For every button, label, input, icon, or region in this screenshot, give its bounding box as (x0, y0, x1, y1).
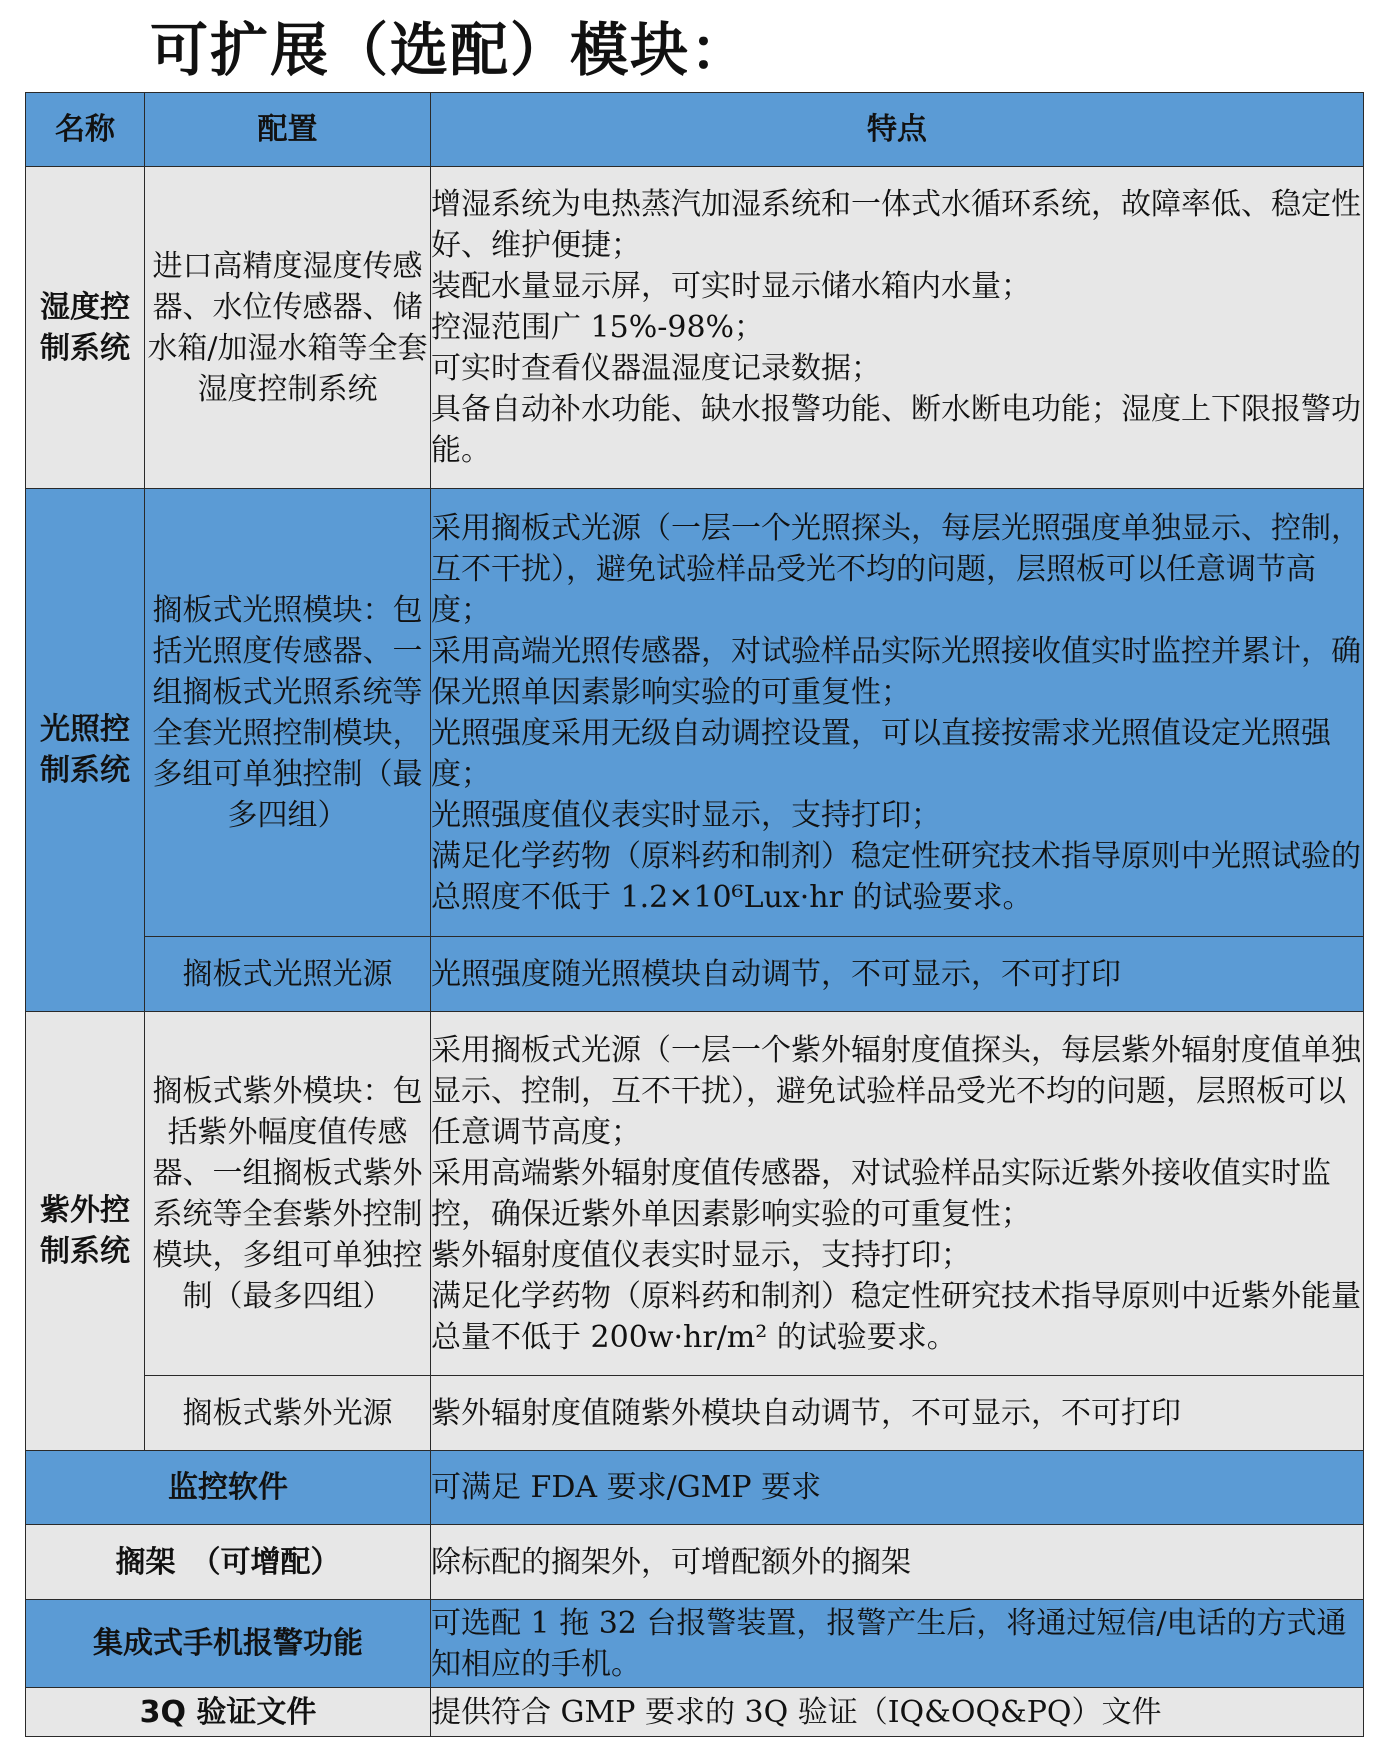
table-row-alarm (26, 1600, 1364, 1688)
light-module-features (431, 489, 1364, 937)
software-name: 监控软件 (26, 1451, 431, 1525)
table-row-light-source (26, 937, 1364, 1012)
feature-line: 满足化学药物（原料药和制剂）稳定性研究技术指导原则中光照试验的总照度不低于 1.2×10⁶Lux·hr 的试验要求。 (431, 838, 1361, 915)
table-row-software (26, 1451, 1364, 1525)
software-features: 可满足 FDA 要求/GMP 要求 (431, 1451, 1364, 1525)
feature-line: 采用高端光照传感器，对试验样品实际光照接收值实时监控并累计，确保光照单因素影响实验的可重复性； (431, 633, 1361, 710)
feature-line: 采用搁板式光源（一层一个光照探头，每层光照强度单独显示、控制，互不干扰），避免试验样品受光不均的问题，层照板可以任意调节高度； (431, 510, 1361, 628)
light-source-features: 光照强度随光照模块自动调节，不可显示，不可打印 (431, 937, 1364, 1012)
light-module-config: 搁板式光照模块：包括光照度传感器、一组搁板式光照系统等全套光照控制模块，多组可单独控制（最多四组） (145, 489, 431, 937)
feature-line: 可实时查看仪器温湿度记录数据； (431, 351, 881, 386)
table-row-validation (26, 1688, 1364, 1737)
uv-module-features (431, 1012, 1364, 1376)
validation-features: 提供符合 GMP 要求的 3Q 验证（IQ&OQ&PQ）文件 (431, 1688, 1364, 1737)
feature-line: 采用高端紫外辐射度值传感器，对试验样品实际近紫外接收值实时监控，确保近紫外单因素影响实验的可重复性； (431, 1155, 1331, 1232)
humidity-config: 进口高精度湿度传感器、水位传感器、储水箱/加湿水箱等全套湿度控制系统 (145, 167, 431, 489)
feature-line: 具备自动补水功能、缺水报警功能、断水断电功能；湿度上下限报警功能。 (431, 392, 1361, 468)
feature-line: 采用搁板式光源（一层一个紫外辐射度值探头，每层紫外辐射度值单独显示、控制，互不干扰），避免试验样品受光不均的问题，层照板可以任意调节高度； (431, 1032, 1361, 1150)
header-config: 配置 (145, 93, 431, 167)
validation-name: 3Q 验证文件 (26, 1688, 431, 1737)
light-name: 光照控制系统 (26, 489, 145, 1012)
uv-source-config: 搁板式紫外光源 (145, 1376, 431, 1451)
feature-line: 紫外辐射度值仪表实时显示，支持打印； (431, 1237, 971, 1273)
shelf-name: 搁架 （可增配） (26, 1525, 431, 1600)
header-features: 特点 (431, 93, 1364, 167)
feature-line: 装配水量显示屏，可实时显示储水箱内水量； (431, 269, 1031, 304)
table-row-humidity (26, 167, 1364, 489)
uv-source-features: 紫外辐射度值随紫外模块自动调节，不可显示，不可打印 (431, 1376, 1364, 1451)
shelf-features: 除标配的搁架外，可增配额外的搁架 (431, 1525, 1364, 1600)
feature-line: 光照强度值仪表实时显示，支持打印； (431, 797, 941, 833)
feature-line: 满足化学药物（原料药和制剂）稳定性研究技术指导原则中近紫外能量总量不低于 200w·hr/m² 的试验要求。 (431, 1278, 1361, 1355)
table-header-row (26, 93, 1364, 167)
page-title: 可扩展（选配）模块： (150, 16, 751, 84)
humidity-name: 湿度控制系统 (26, 167, 145, 489)
module-table (25, 92, 1364, 1737)
alarm-features: 可选配 1 拖 32 台报警装置，报警产生后，将通过短信/电话的方式通知相应的手机。 (431, 1600, 1364, 1688)
uv-name: 紫外控制系统 (26, 1012, 145, 1451)
table-row-uv-module (26, 1012, 1364, 1376)
header-name: 名称 (26, 93, 145, 167)
alarm-name: 集成式手机报警功能 (26, 1600, 431, 1688)
humidity-features (431, 167, 1364, 489)
uv-module-config: 搁板式紫外模块：包括紫外幅度值传感器、一组搁板式紫外系统等全套紫外控制模块，多组可单独控制（最多四组） (145, 1012, 431, 1376)
table-row-shelf (26, 1525, 1364, 1600)
table-row-uv-source (26, 1376, 1364, 1451)
table-row-light-module (26, 489, 1364, 937)
feature-line: 光照强度采用无级自动调控设置，可以直接按需求光照值设定光照强度； (431, 715, 1331, 792)
feature-line: 增湿系统为电热蒸汽加湿系统和一体式水循环系统，故障率低、稳定性好、维护便捷； (431, 187, 1361, 263)
feature-line: 控湿范围广 15%-98%； (431, 310, 765, 345)
light-source-config: 搁板式光照光源 (145, 937, 431, 1012)
